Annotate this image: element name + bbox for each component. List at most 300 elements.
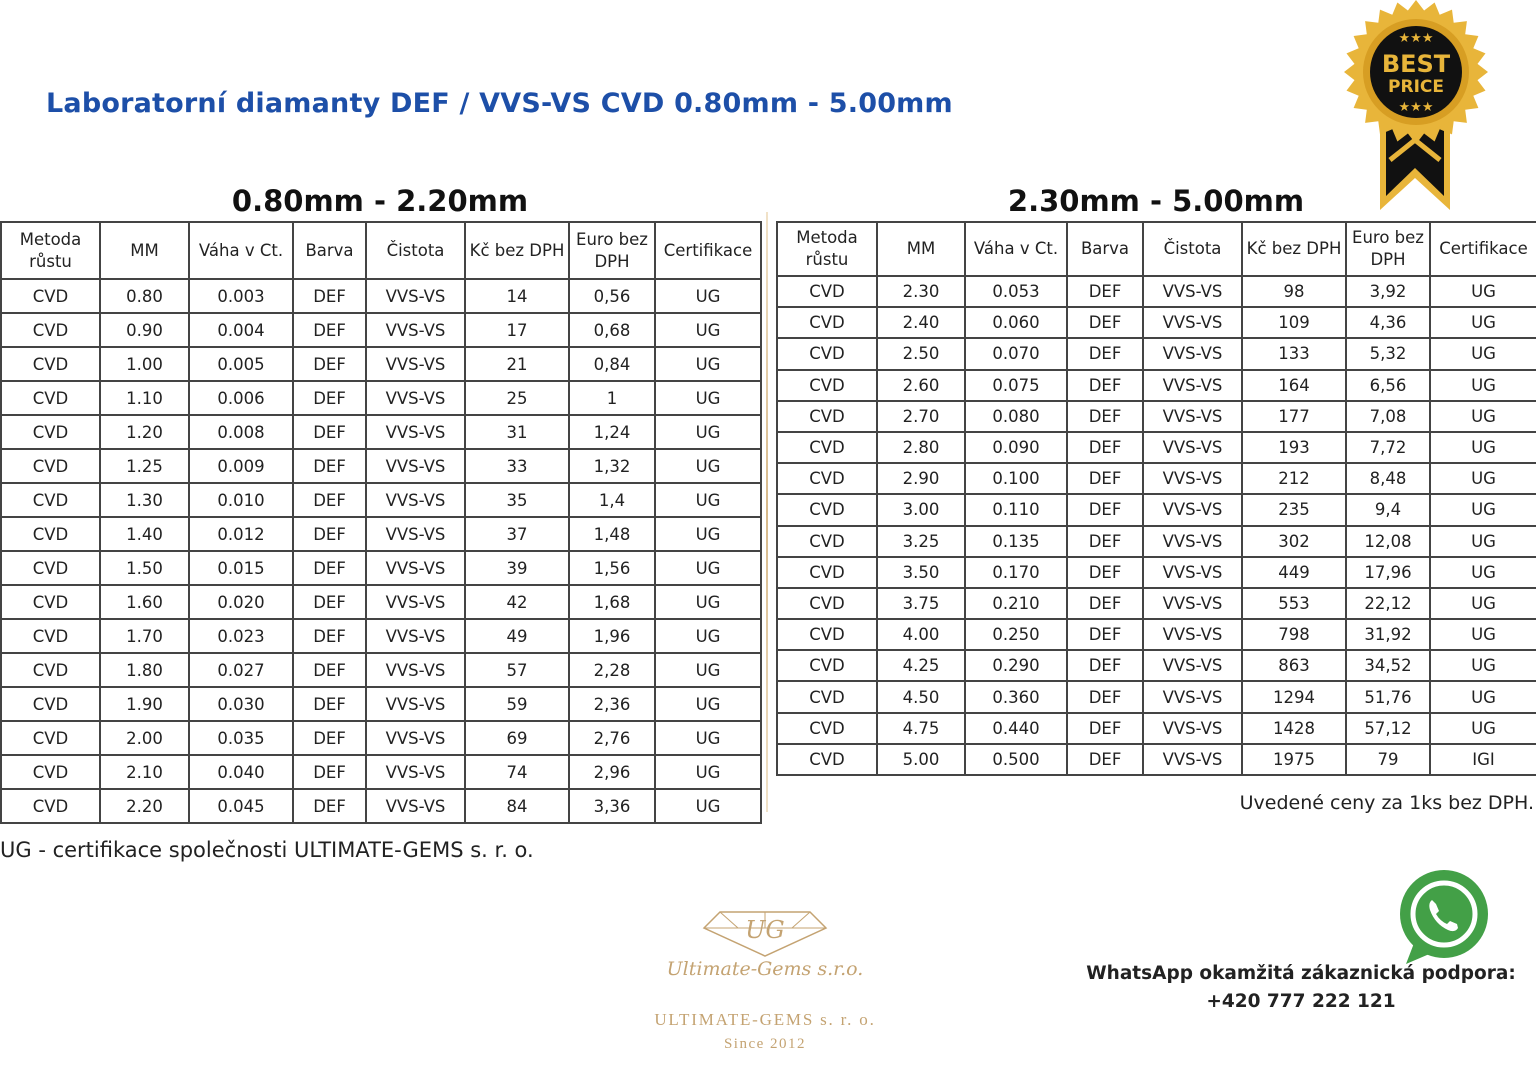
table-cell: 2.50 bbox=[877, 338, 965, 369]
table-cell: UG bbox=[1430, 401, 1536, 432]
table-cell: VVS-VS bbox=[366, 483, 465, 517]
price-table-large bbox=[776, 221, 1536, 776]
logo-monogram: UG bbox=[745, 916, 785, 944]
table-cell: 1.60 bbox=[100, 585, 189, 619]
table-cell: 2.80 bbox=[877, 432, 965, 463]
table-cell: VVS-VS bbox=[1143, 370, 1242, 401]
table-cell: 22,12 bbox=[1346, 588, 1430, 619]
table-cell: 0.005 bbox=[189, 347, 293, 381]
table-cell: 1,48 bbox=[569, 517, 655, 551]
table-cell: 109 bbox=[1242, 307, 1346, 338]
table-cell: 1,24 bbox=[569, 415, 655, 449]
table-cell: UG bbox=[1430, 338, 1536, 369]
table-cell: 133 bbox=[1242, 338, 1346, 369]
table-cell: VVS-VS bbox=[366, 381, 465, 415]
table-cell: 0.070 bbox=[965, 338, 1067, 369]
table-cell: DEF bbox=[293, 687, 366, 721]
table-cell: 31 bbox=[465, 415, 569, 449]
table-cell: VVS-VS bbox=[1143, 463, 1242, 494]
table-cell: VVS-VS bbox=[366, 415, 465, 449]
table-cell: DEF bbox=[293, 721, 366, 755]
table-cell: DEF bbox=[293, 313, 366, 347]
column-header: Metoda růstu bbox=[1, 222, 100, 279]
table-row bbox=[777, 744, 1536, 775]
table-cell: 0.009 bbox=[189, 449, 293, 483]
table-cell: 2.40 bbox=[877, 307, 965, 338]
table-cell: 235 bbox=[1242, 494, 1346, 525]
table-cell: VVS-VS bbox=[366, 313, 465, 347]
table-cell: 37 bbox=[465, 517, 569, 551]
table-row bbox=[1, 721, 761, 755]
logo-since: Since 2012 bbox=[723, 1036, 807, 1052]
column-header: Čistota bbox=[366, 222, 465, 279]
table-cell: 1,4 bbox=[569, 483, 655, 517]
table-row bbox=[1, 653, 761, 687]
table-cell: 0.440 bbox=[965, 713, 1067, 744]
table-cell: 0.010 bbox=[189, 483, 293, 517]
table-row bbox=[777, 463, 1536, 494]
table-cell: 4.75 bbox=[877, 713, 965, 744]
table-cell: UG bbox=[1430, 681, 1536, 712]
table-cell: CVD bbox=[1, 483, 100, 517]
table-cell: 2.30 bbox=[877, 276, 965, 307]
column-header: Čistota bbox=[1143, 222, 1242, 276]
table-cell: 5.00 bbox=[877, 744, 965, 775]
table-cell: DEF bbox=[293, 653, 366, 687]
table-cell: CVD bbox=[777, 370, 877, 401]
column-header: MM bbox=[877, 222, 965, 276]
table-cell: VVS-VS bbox=[366, 721, 465, 755]
table-cell: CVD bbox=[777, 588, 877, 619]
table-cell: DEF bbox=[293, 415, 366, 449]
support-phone[interactable]: +420 777 222 121 bbox=[1206, 991, 1396, 1012]
table-cell: VVS-VS bbox=[366, 653, 465, 687]
table-cell: DEF bbox=[1067, 432, 1143, 463]
table-cell: 3,36 bbox=[569, 789, 655, 823]
table-cell: 0.90 bbox=[100, 313, 189, 347]
table-cell: 6,56 bbox=[1346, 370, 1430, 401]
whatsapp-icon[interactable] bbox=[1396, 868, 1492, 966]
table-cell: DEF bbox=[1067, 650, 1143, 681]
table-row bbox=[1, 347, 761, 381]
table-cell: 0.135 bbox=[965, 526, 1067, 557]
column-header: Barva bbox=[293, 222, 366, 279]
table-cell: 35 bbox=[465, 483, 569, 517]
table-cell: DEF bbox=[1067, 494, 1143, 525]
table-cell: DEF bbox=[1067, 557, 1143, 588]
table-cell: CVD bbox=[1, 551, 100, 585]
table-cell: 1428 bbox=[1242, 713, 1346, 744]
table-cell: DEF bbox=[1067, 401, 1143, 432]
table-row bbox=[1, 551, 761, 585]
table-cell: DEF bbox=[293, 755, 366, 789]
column-header: Váha v Ct. bbox=[189, 222, 293, 279]
svg-text:★★★: ★★★ bbox=[1398, 31, 1434, 46]
table-cell: 1975 bbox=[1242, 744, 1346, 775]
table-cell: 84 bbox=[465, 789, 569, 823]
table-cell: VVS-VS bbox=[1143, 713, 1242, 744]
table-cell: UG bbox=[655, 789, 761, 823]
table-cell: CVD bbox=[777, 494, 877, 525]
table-cell: 0.110 bbox=[965, 494, 1067, 525]
table-cell: VVS-VS bbox=[1143, 619, 1242, 650]
table-row bbox=[777, 650, 1536, 681]
table-cell: UG bbox=[655, 619, 761, 653]
table-cell: 0.075 bbox=[965, 370, 1067, 401]
table-row bbox=[777, 526, 1536, 557]
table-cell: CVD bbox=[1, 347, 100, 381]
column-header: Kč bez DPH bbox=[465, 222, 569, 279]
best-price-badge-graphic bbox=[1340, 0, 1492, 215]
table-cell: DEF bbox=[293, 347, 366, 381]
table-cell: 1.40 bbox=[100, 517, 189, 551]
table-cell: 0.004 bbox=[189, 313, 293, 347]
table-cell: DEF bbox=[1067, 744, 1143, 775]
table-cell: UG bbox=[1430, 432, 1536, 463]
table-cell: VVS-VS bbox=[1143, 432, 1242, 463]
right-table-title: 2.30mm - 5.00mm bbox=[1007, 184, 1305, 218]
table-cell: 21 bbox=[465, 347, 569, 381]
table-header-row bbox=[777, 222, 1536, 276]
table-cell: CVD bbox=[1, 449, 100, 483]
table-cell: 51,76 bbox=[1346, 681, 1430, 712]
table-cell: 4.00 bbox=[877, 619, 965, 650]
certification-note: UG - certifikace společnosti ULTIMATE-GEMS s. r. o. bbox=[0, 838, 534, 862]
table-cell: 212 bbox=[1242, 463, 1346, 494]
table-cell: DEF bbox=[1067, 338, 1143, 369]
table-cell: 0.210 bbox=[965, 588, 1067, 619]
table-cell: CVD bbox=[1, 619, 100, 653]
table-cell: VVS-VS bbox=[1143, 681, 1242, 712]
table-cell: DEF bbox=[1067, 307, 1143, 338]
table-cell: CVD bbox=[1, 789, 100, 823]
table-cell: 1,56 bbox=[569, 551, 655, 585]
table-cell: CVD bbox=[777, 463, 877, 494]
table-cell: 1.10 bbox=[100, 381, 189, 415]
table-cell: 0.250 bbox=[965, 619, 1067, 650]
column-header: Kč bez DPH bbox=[1242, 222, 1346, 276]
table-cell: 0.360 bbox=[965, 681, 1067, 712]
table-cell: 0.170 bbox=[965, 557, 1067, 588]
table-row bbox=[777, 432, 1536, 463]
table-cell: 1.30 bbox=[100, 483, 189, 517]
table-cell: DEF bbox=[293, 619, 366, 653]
table-row bbox=[1, 279, 761, 313]
table-cell: 2.60 bbox=[877, 370, 965, 401]
table-cell: 0.040 bbox=[189, 755, 293, 789]
table-row bbox=[777, 276, 1536, 307]
table-cell: 1.90 bbox=[100, 687, 189, 721]
table-cell: VVS-VS bbox=[366, 755, 465, 789]
column-header: Certifikace bbox=[655, 222, 761, 279]
table-cell: 1,32 bbox=[569, 449, 655, 483]
table-row bbox=[1, 789, 761, 823]
table-row bbox=[777, 370, 1536, 401]
table-cell: 49 bbox=[465, 619, 569, 653]
table-cell: UG bbox=[655, 687, 761, 721]
table-cell: UG bbox=[1430, 619, 1536, 650]
table-cell: 2.20 bbox=[100, 789, 189, 823]
table-cell: 1.20 bbox=[100, 415, 189, 449]
table-cell: CVD bbox=[777, 650, 877, 681]
table-cell: UG bbox=[655, 415, 761, 449]
table-cell: 1,96 bbox=[569, 619, 655, 653]
logo-company-name: ULTIMATE-GEMS s. r. o. bbox=[654, 1010, 876, 1029]
column-header: Certifikace bbox=[1430, 222, 1536, 276]
table-cell: CVD bbox=[777, 526, 877, 557]
table-header-row bbox=[1, 222, 761, 279]
table-cell: 12,08 bbox=[1346, 526, 1430, 557]
table-cell: 14 bbox=[465, 279, 569, 313]
table-cell: 193 bbox=[1242, 432, 1346, 463]
table-cell: 0.003 bbox=[189, 279, 293, 313]
table-cell: CVD bbox=[1, 279, 100, 313]
table-cell: CVD bbox=[777, 401, 877, 432]
table-cell: UG bbox=[655, 653, 761, 687]
table-cell: 4,36 bbox=[1346, 307, 1430, 338]
table-cell: 0.006 bbox=[189, 381, 293, 415]
table-row bbox=[1, 381, 761, 415]
table-cell: DEF bbox=[1067, 681, 1143, 712]
table-cell: VVS-VS bbox=[366, 687, 465, 721]
table-cell: 1.80 bbox=[100, 653, 189, 687]
table-row bbox=[1, 415, 761, 449]
table-row bbox=[1, 619, 761, 653]
table-cell: 0.080 bbox=[965, 401, 1067, 432]
table-cell: 1 bbox=[569, 381, 655, 415]
table-cell: UG bbox=[1430, 713, 1536, 744]
table-cell: 42 bbox=[465, 585, 569, 619]
table-cell: CVD bbox=[777, 338, 877, 369]
table-cell: VVS-VS bbox=[366, 279, 465, 313]
table-cell: CVD bbox=[777, 619, 877, 650]
table-cell: CVD bbox=[1, 415, 100, 449]
table-cell: UG bbox=[655, 585, 761, 619]
table-cell: VVS-VS bbox=[366, 449, 465, 483]
table-row bbox=[1, 585, 761, 619]
table-cell: UG bbox=[1430, 307, 1536, 338]
table-cell: 2,96 bbox=[569, 755, 655, 789]
table-cell: VVS-VS bbox=[1143, 744, 1242, 775]
table-cell: 3.00 bbox=[877, 494, 965, 525]
table-cell: 0.030 bbox=[189, 687, 293, 721]
table-cell: 1294 bbox=[1242, 681, 1346, 712]
table-cell: CVD bbox=[777, 307, 877, 338]
svg-text:★★★: ★★★ bbox=[1398, 100, 1434, 115]
table-row bbox=[777, 681, 1536, 712]
table-cell: DEF bbox=[293, 517, 366, 551]
table-cell: UG bbox=[1430, 370, 1536, 401]
table-cell: VVS-VS bbox=[1143, 650, 1242, 681]
table-row bbox=[777, 619, 1536, 650]
table-cell: 0.80 bbox=[100, 279, 189, 313]
table-cell: 0.023 bbox=[189, 619, 293, 653]
table-cell: UG bbox=[1430, 276, 1536, 307]
table-cell: 0.012 bbox=[189, 517, 293, 551]
table-cell: 3.75 bbox=[877, 588, 965, 619]
table-row bbox=[1, 313, 761, 347]
table-cell: VVS-VS bbox=[366, 347, 465, 381]
table-cell: VVS-VS bbox=[366, 619, 465, 653]
table-cell: 2.00 bbox=[100, 721, 189, 755]
table-cell: CVD bbox=[1, 721, 100, 755]
column-header: Váha v Ct. bbox=[965, 222, 1067, 276]
badge-price-text: PRICE bbox=[1388, 77, 1444, 97]
table-row bbox=[1, 687, 761, 721]
table-cell: 5,32 bbox=[1346, 338, 1430, 369]
table-cell: DEF bbox=[293, 789, 366, 823]
table-cell: VVS-VS bbox=[1143, 494, 1242, 525]
table-cell: 2,76 bbox=[569, 721, 655, 755]
table-cell: CVD bbox=[1, 653, 100, 687]
table-cell: VVS-VS bbox=[366, 517, 465, 551]
table-cell: 1.25 bbox=[100, 449, 189, 483]
table-cell: 0.090 bbox=[965, 432, 1067, 463]
table-cell: 33 bbox=[465, 449, 569, 483]
table-row bbox=[777, 588, 1536, 619]
table-cell: VVS-VS bbox=[1143, 557, 1242, 588]
table-cell: DEF bbox=[1067, 619, 1143, 650]
table-cell: 1.50 bbox=[100, 551, 189, 585]
table-cell: 4.50 bbox=[877, 681, 965, 712]
table-cell: DEF bbox=[293, 551, 366, 585]
table-cell: 0,84 bbox=[569, 347, 655, 381]
table-cell: 0.290 bbox=[965, 650, 1067, 681]
table-cell: VVS-VS bbox=[1143, 588, 1242, 619]
table-cell: UG bbox=[1430, 494, 1536, 525]
table-cell: CVD bbox=[777, 432, 877, 463]
table-cell: CVD bbox=[777, 744, 877, 775]
table-row bbox=[777, 307, 1536, 338]
table-cell: CVD bbox=[777, 713, 877, 744]
table-cell: UG bbox=[655, 721, 761, 755]
table-cell: 1.70 bbox=[100, 619, 189, 653]
table-cell: 449 bbox=[1242, 557, 1346, 588]
table-cell: DEF bbox=[1067, 713, 1143, 744]
column-header: Euro bez DPH bbox=[569, 222, 655, 279]
table-cell: 553 bbox=[1242, 588, 1346, 619]
table-cell: 4.25 bbox=[877, 650, 965, 681]
table-cell: 177 bbox=[1242, 401, 1346, 432]
table-cell: 8,48 bbox=[1346, 463, 1430, 494]
table-cell: 0,56 bbox=[569, 279, 655, 313]
table-cell: 9,4 bbox=[1346, 494, 1430, 525]
table-cell: 31,92 bbox=[1346, 619, 1430, 650]
table-cell: DEF bbox=[293, 449, 366, 483]
table-cell: 57,12 bbox=[1346, 713, 1430, 744]
table-cell: 3,92 bbox=[1346, 276, 1430, 307]
table-cell: 2.70 bbox=[877, 401, 965, 432]
table-cell: 69 bbox=[465, 721, 569, 755]
table-cell: 0.015 bbox=[189, 551, 293, 585]
table-cell: UG bbox=[655, 755, 761, 789]
table-cell: 0.008 bbox=[189, 415, 293, 449]
table-cell: UG bbox=[655, 449, 761, 483]
table-cell: CVD bbox=[1, 755, 100, 789]
table-cell: 7,72 bbox=[1346, 432, 1430, 463]
table-cell: VVS-VS bbox=[1143, 526, 1242, 557]
table-cell: UG bbox=[1430, 463, 1536, 494]
table-cell: 0.035 bbox=[189, 721, 293, 755]
table-cell: 1.00 bbox=[100, 347, 189, 381]
table-cell: DEF bbox=[293, 279, 366, 313]
table-cell: VVS-VS bbox=[366, 551, 465, 585]
table-row bbox=[1, 517, 761, 551]
table-row bbox=[777, 401, 1536, 432]
table-cell: UG bbox=[655, 279, 761, 313]
table-row bbox=[1, 755, 761, 789]
left-table-title: 0.80mm - 2.20mm bbox=[231, 184, 529, 218]
table-cell: 7,08 bbox=[1346, 401, 1430, 432]
table-cell: CVD bbox=[777, 557, 877, 588]
table-cell: DEF bbox=[293, 483, 366, 517]
table-cell: UG bbox=[655, 381, 761, 415]
table-cell: CVD bbox=[777, 681, 877, 712]
table-cell: VVS-VS bbox=[1143, 338, 1242, 369]
column-header: Metoda růstu bbox=[777, 222, 877, 276]
table-cell: UG bbox=[655, 313, 761, 347]
table-cell: 25 bbox=[465, 381, 569, 415]
table-cell: 98 bbox=[1242, 276, 1346, 307]
table-cell: DEF bbox=[1067, 588, 1143, 619]
table-cell: 0.020 bbox=[189, 585, 293, 619]
table-cell: 2,28 bbox=[569, 653, 655, 687]
table-row bbox=[777, 494, 1536, 525]
table-row bbox=[1, 449, 761, 483]
table-cell: 3.50 bbox=[877, 557, 965, 588]
table-row bbox=[777, 338, 1536, 369]
table-cell: 164 bbox=[1242, 370, 1346, 401]
table-cell: 2,36 bbox=[569, 687, 655, 721]
table-cell: 74 bbox=[465, 755, 569, 789]
table-cell: 57 bbox=[465, 653, 569, 687]
support-contact bbox=[1070, 960, 1532, 1016]
price-table-small bbox=[0, 221, 762, 824]
table-cell: 0.045 bbox=[189, 789, 293, 823]
column-header: MM bbox=[100, 222, 189, 279]
company-logo bbox=[620, 898, 910, 1058]
table-cell: CVD bbox=[1, 517, 100, 551]
table-cell: 0.100 bbox=[965, 463, 1067, 494]
table-cell: UG bbox=[1430, 557, 1536, 588]
table-cell: DEF bbox=[1067, 370, 1143, 401]
table-cell: 0.053 bbox=[965, 276, 1067, 307]
table-cell: CVD bbox=[1, 687, 100, 721]
table-cell: CVD bbox=[777, 276, 877, 307]
table-cell: VVS-VS bbox=[1143, 401, 1242, 432]
table-cell: IGI bbox=[1430, 744, 1536, 775]
table-cell: CVD bbox=[1, 381, 100, 415]
table-cell: 59 bbox=[465, 687, 569, 721]
column-divider bbox=[766, 212, 768, 812]
table-cell: 2.10 bbox=[100, 755, 189, 789]
table-cell: UG bbox=[655, 517, 761, 551]
table-cell: UG bbox=[655, 483, 761, 517]
table-cell: 798 bbox=[1242, 619, 1346, 650]
table-cell: DEF bbox=[1067, 526, 1143, 557]
table-cell: DEF bbox=[293, 381, 366, 415]
page-title: Laboratorní diamanty DEF / VVS-VS CVD 0.80mm - 5.00mm bbox=[46, 88, 953, 119]
table-cell: 17 bbox=[465, 313, 569, 347]
table-cell: 0.500 bbox=[965, 744, 1067, 775]
support-label: WhatsApp okamžitá zákaznická podpora: bbox=[1086, 963, 1516, 984]
table-cell: DEF bbox=[293, 585, 366, 619]
table-cell: 863 bbox=[1242, 650, 1346, 681]
table-cell: VVS-VS bbox=[1143, 307, 1242, 338]
price-note: Uvedené ceny za 1ks bez DPH. bbox=[1239, 792, 1534, 814]
table-cell: UG bbox=[655, 347, 761, 381]
table-cell: UG bbox=[1430, 526, 1536, 557]
